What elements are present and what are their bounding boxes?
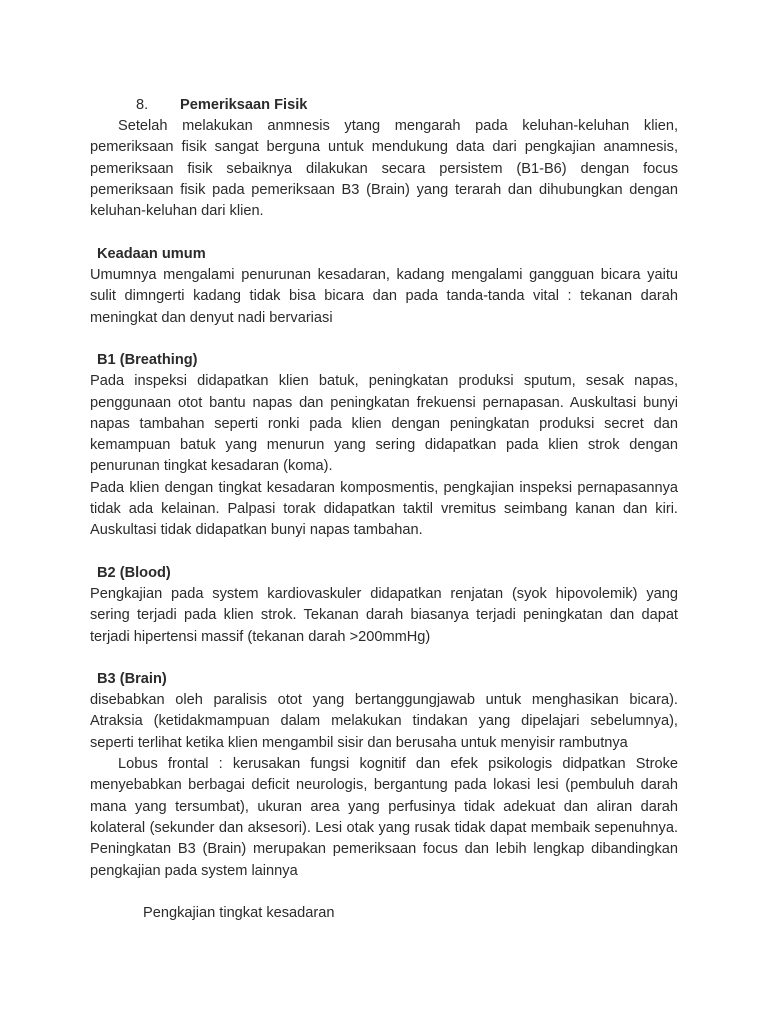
keadaan-umum-paragraph: Umumnya mengalami penurunan kesadaran, kadang mengalami gangguan bicara yaitu sulit dimngerti kadang tidak bisa bicara dan pada tanda-tanda vital : tekanan darah meningkat dan denyut nadi bervariasi	[90, 267, 678, 326]
document-page	[90, 95, 678, 924]
spacer	[90, 222, 678, 243]
b2-blood-paragraph: Pengkajian pada system kardiovaskuler didapatkan renjatan (syok hipovolemik) yang sering terjadi pada klien strok. Tekanan darah biasanya terjadi peningkatan dan dapat terjadi hipertensi massif (tekanan darah >200mmHg)	[90, 585, 678, 645]
keadaan-umum-title: Keadaan umum	[97, 245, 206, 262]
sub-item-pengkajian: Pengkajian tingkat kesadaran	[143, 904, 335, 921]
b1-breathing-paragraph-2: Pada klien dengan tingkat kesadaran komposmentis, pengkajian inspeksi pernapasannya tidak ada kelainan. Palpasi torak didapatkan taktil vremitus seimbang kanan dan kiri. Auskultasi tidak didapatkan bunyi napas tambahan.	[90, 479, 678, 539]
section-heading	[90, 95, 678, 116]
b1-breathing-paragraph-1: Pada inspeksi didapatkan klien batuk, peningkatan produksi sputum, sesak napas, penggunaan otot bantu napas dan peningkatan frekuensi pernapasan. Auskultasi bunyi napas tambahan seperti ronki pada klien dengan peningkatan produksi secret dan kemampuan batuk yang menurun yang sering didapatkan pada klien strok dengan penurunan tingkat kesadaran (koma).	[90, 373, 678, 475]
heading-title: Pemeriksaan Fisik	[180, 97, 308, 113]
heading-number: 8.	[136, 97, 149, 113]
b1-breathing-title: B1 (Breathing)	[97, 351, 198, 368]
b3-brain-paragraph-1: disebabkan oleh paralisis otot yang bertanggungjawab untuk menghasikan bicara). Atraksia (ketidakmampuan dalam melakukan tindakan yang dipelajari sebelumnya), seperti terlihat ketika klien mengambil sisir dan berusaha untuk menyisir rambutnya	[90, 692, 678, 751]
intro-paragraph: Setelah melakukan anmnesis ytang mengarah pada keluhan-keluhan klien, pemeriksaan fisik sangat berguna untuk mendukung data dari pengkajian anamnesis, pemeriksaan fisik sebaiknya dilakukan secara persistem (B1-B6) dengan focus pemeriksaan fisik pada pemeriksaan B3 (Brain) yang terarah dan dihubungkan dengan keluhan-keluhan dari klien.	[90, 118, 678, 220]
b2-blood-title: B2 (Blood)	[97, 564, 171, 581]
b3-brain-title: B3 (Brain)	[97, 670, 167, 687]
b3-brain-paragraph-2: Lobus frontal : kerusakan fungsi kognitif dan efek psikologis didpatkan Stroke menyebabkan berbagai deficit neurologis, bergantung pada lokasi lesi (pembuluh darah mana yang tersumbat), ukuran area yang perfusinya tidak adekuat dan aliran darah kolateral (sekunder dan aksesori). Lesi otak yang rusak tidak dapat membaik sepenuhnya. Peningkatan B3 (Brain) merupakan pemeriksaan focus dan lebih lengkap dibandingkan pengkajian pada system lainnya	[90, 756, 678, 879]
